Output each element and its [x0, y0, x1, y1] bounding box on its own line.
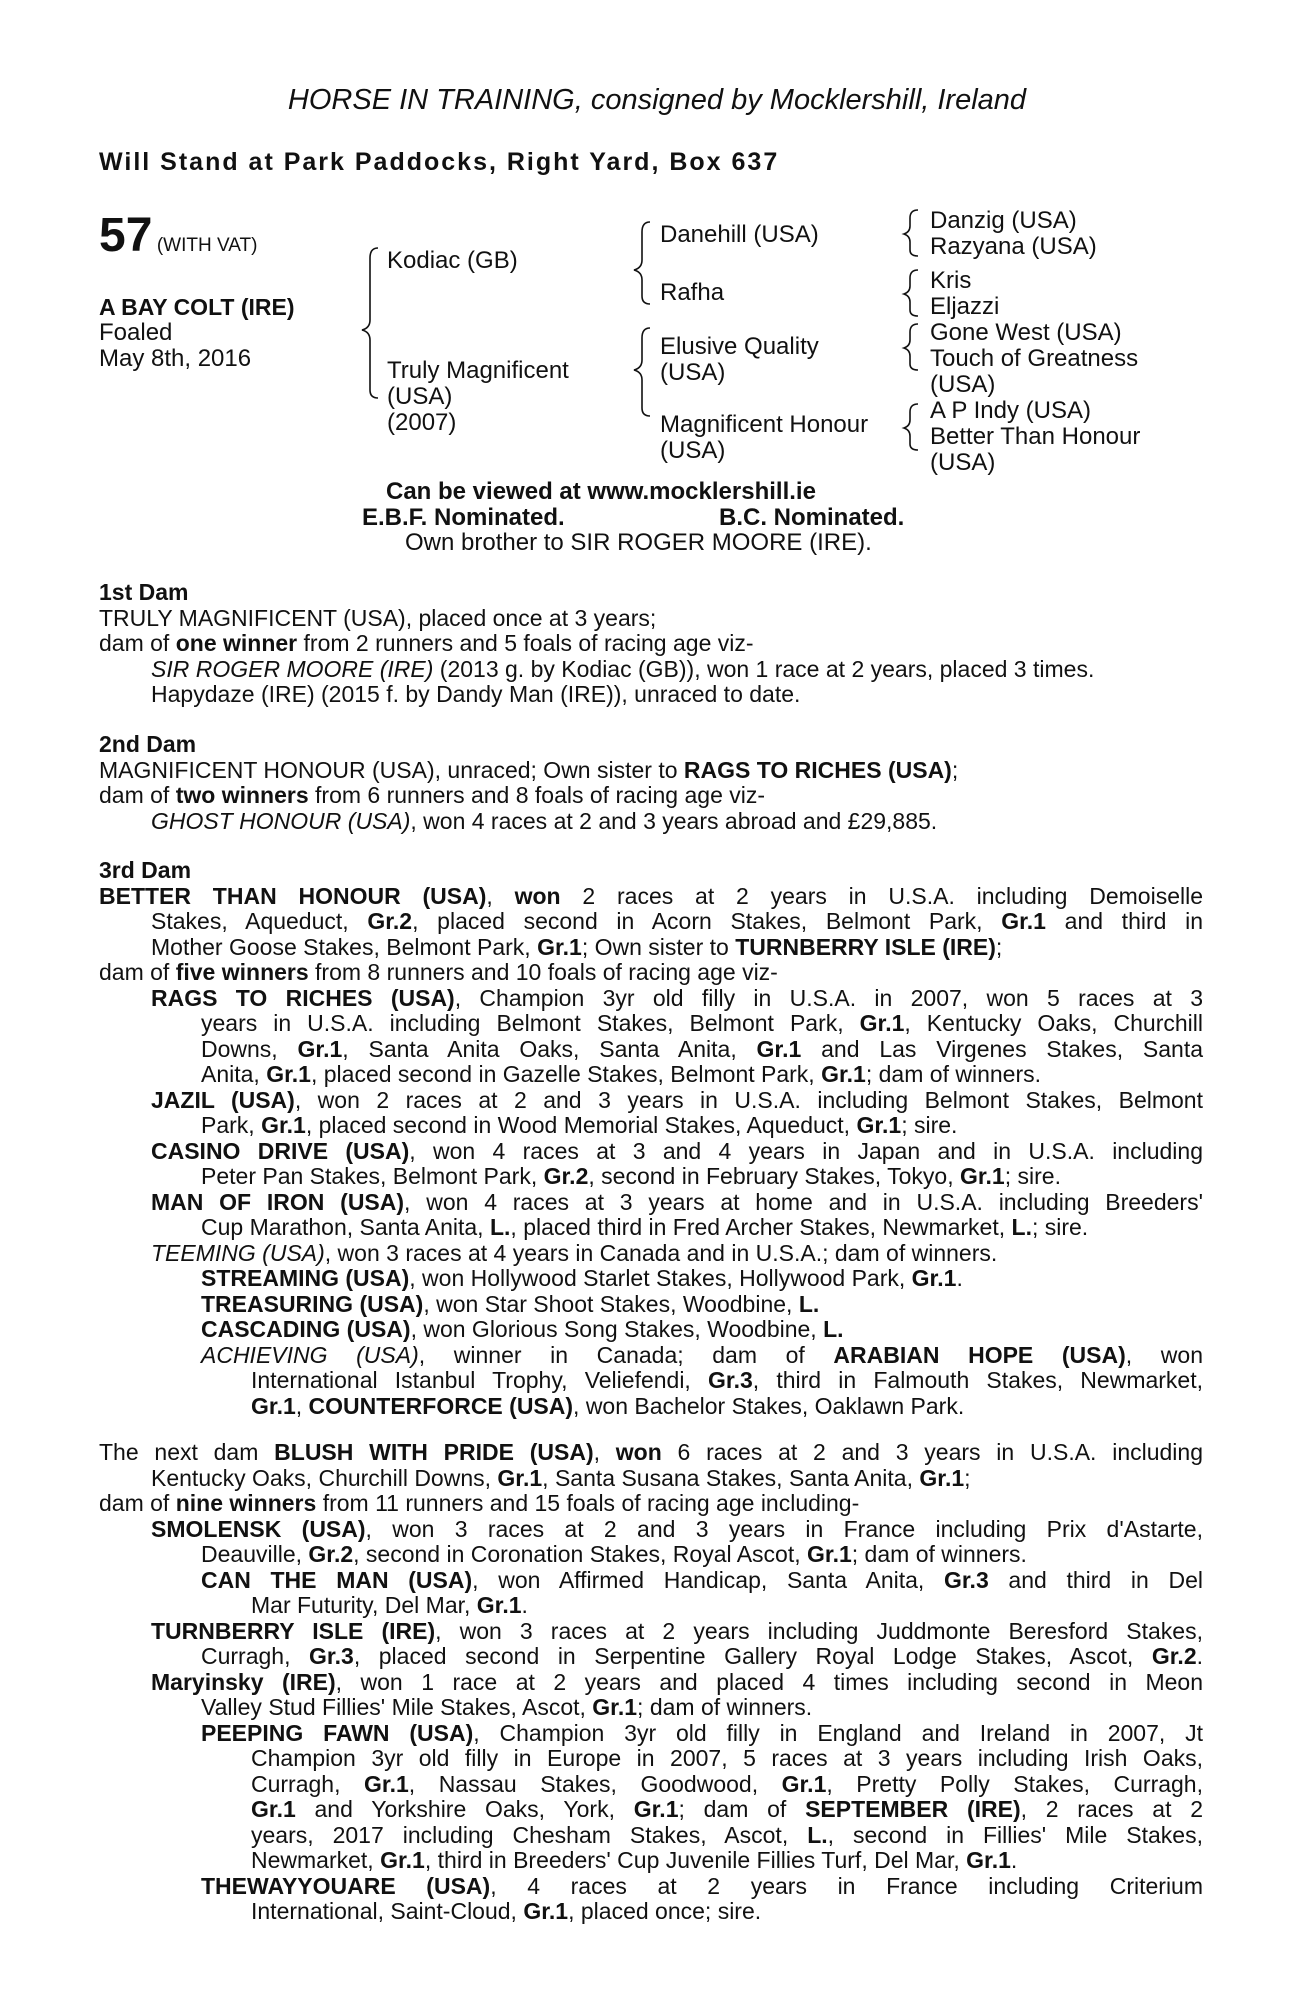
pedigree-braces [0, 0, 1314, 480]
foaled-date: May 8th, 2016 [99, 345, 252, 372]
casino-line-1: CASINO DRIVE (USA), won 4 races at 3 and 4 years in Japan and in U.S.A. including [151, 1137, 1203, 1164]
dam-sire-origin: (USA) [660, 359, 726, 386]
rags-line-4: Anita, Gr.1, placed second in Gazelle Stakes, Belmont Park, Gr.1; dam of winners. [201, 1061, 1041, 1087]
sire-dam: Rafha [660, 279, 725, 306]
sire-dam-dam: Eljazzi [930, 293, 1000, 320]
next-dam-line-2: Kentucky Oaks, Churchill Downs, Gr.1, Santa Susana Stakes, Santa Anita, Gr.1; [151, 1464, 971, 1491]
rags-line-2: years in U.S.A. including Belmont Stakes, Belmont Park, Gr.1, Kentucky Oaks, Churchill [201, 1010, 1203, 1036]
dam-origin: (USA) [387, 383, 453, 410]
maryinsky-line-1: Maryinsky (IRE), won 1 race at 2 years and placed 4 times including second in Meon [151, 1668, 1203, 1695]
sire-dam-sire: Kris [930, 267, 972, 294]
dam-dam-origin: (USA) [660, 437, 726, 464]
sire-sire: Danehill (USA) [660, 221, 819, 248]
second-dam-section [99, 732, 1203, 834]
thewayyouare-line-1: THEWAYYOUARE (USA), 4 races at 2 years in France including Criterium [201, 1872, 1203, 1899]
bth-line-3: Mother Goose Stakes, Belmont Park, Gr.1; Own sister to TURNBERRY ISLE (IRE); [151, 933, 1003, 960]
second-dam-line-1: MAGNIFICENT HONOUR (USA), unraced; Own sister to RAGS TO RICHES (USA); [99, 756, 959, 783]
treasuring-line: TREASURING (USA), won Star Shoot Stakes, Woodbine, L. [201, 1290, 820, 1317]
first-dam-section [99, 580, 1203, 708]
peeping-fawn-line-6: Newmarket, Gr.1, third in Breeders' Cup Juvenile Fillies Turf, Del Mar, Gr.1. [251, 1847, 1018, 1873]
bth-line-4: dam of five winners from 8 runners and 10 foals of racing age viz- [99, 959, 778, 985]
second-dam-line-2: dam of two winners from 6 runners and 8 foals of racing age viz- [99, 782, 766, 808]
lot-description: A BAY COLT (IRE) [99, 294, 295, 320]
achieving-line-1: ACHIEVING (USA), winner in Canada; dam of ARABIAN HOPE (USA), won [201, 1341, 1203, 1368]
smolensk-line-2: Deauville, Gr.2, second in Coronation Stakes, Royal Ascot, Gr.1; dam of winners. [201, 1541, 1027, 1567]
first-dam-progeny-1: SIR ROGER MOORE (IRE) (2013 g. by Kodiac (GB)), won 1 race at 2 years, placed 3 times. [151, 655, 1095, 682]
third-dam-section [99, 858, 1203, 1419]
achieving-line-3: Gr.1, COUNTERFORCE (USA), won Bachelor Stakes, Oaklawn Park. [251, 1392, 965, 1419]
sire-sire-sire: Danzig (USA) [930, 207, 1077, 234]
first-dam-line-2: dam of one winner from 2 runners and 5 foals of racing age viz- [99, 630, 754, 656]
next-dam-section [99, 1440, 1203, 1925]
dam-sire-name: Elusive Quality [660, 333, 819, 360]
dam-sire-dam-name: Touch of Greatness [930, 345, 1139, 372]
ebf-nomination: E.B.F. Nominated. [362, 504, 565, 531]
second-dam-heading: 2nd Dam [99, 731, 197, 757]
can-the-man-line-1: CAN THE MAN (USA), won Affirmed Handicap, Santa Anita, Gr.3 and third in Del [201, 1566, 1204, 1593]
second-dam-progeny-1: GHOST HONOUR (USA), won 4 races at 2 and 3 years abroad and £29,885. [151, 807, 938, 834]
peeping-fawn-line-3: Curragh, Gr.1, Nassau Stakes, Goodwood, Gr.1, Pretty Polly Stakes, Curragh, [251, 1770, 1203, 1797]
dam-sire-sire: Gone West (USA) [930, 319, 1122, 346]
bc-nomination: B.C. Nominated. [719, 504, 905, 531]
sire: Kodiac (GB) [387, 247, 518, 274]
achieving-line-2: International Istanbul Trophy, Veliefendi, Gr.3, third in Falmouth Stakes, Newmarket, [251, 1367, 1203, 1393]
dam-name: Truly Magnificent [387, 357, 569, 384]
first-dam-heading: 1st Dam [99, 579, 189, 605]
lot-number: 57 [99, 209, 153, 262]
dam-dam-sire: A P Indy (USA) [930, 397, 1091, 424]
streaming-line: STREAMING (USA), won Hollywood Starlet Stakes, Hollywood Park, Gr.1. [201, 1265, 963, 1291]
cascading-line: CASCADING (USA), won Glorious Song Stakes, Woodbine, L. [201, 1316, 844, 1342]
peeping-fawn-line-1: PEEPING FAWN (USA), Champion 3yr old filly in England and Ireland in 2007, Jt [201, 1719, 1203, 1746]
bth-line-2: Stakes, Aqueduct, Gr.2, placed second in Acorn Stakes, Belmont Park, Gr.1 and third in [151, 908, 1203, 934]
first-dam-progeny-2: Hapydaze (IRE) (2015 f. by Dandy Man (IRE)), unraced to date. [151, 681, 801, 707]
jazil-line-2: Park, Gr.1, placed second in Wood Memorial Stakes, Aqueduct, Gr.1; sire. [201, 1112, 958, 1138]
iron-line-2: Cup Marathon, Santa Anita, L., placed third in Fred Archer Stakes, Newmarket, L.; sire. [201, 1214, 1089, 1240]
vat-note: (WITH VAT) [156, 235, 258, 256]
peeping-fawn-line-4: Gr.1 and Yorkshire Oaks, York, Gr.1; dam of SEPTEMBER (IRE), 2 races at 2 [251, 1796, 1203, 1822]
bth-line-1: BETTER THAN HONOUR (USA), won 2 races at 2 years in U.S.A. including Demoiselle [99, 882, 1203, 909]
turnberry-line-2: Curragh, Gr.3, placed second in Serpentine Gallery Royal Lodge Stakes, Ascot, Gr.2. [201, 1643, 1204, 1669]
jazil-line-1: JAZIL (USA), won 2 races at 2 and 3 years in U.S.A. including Belmont Stakes, Belmont [151, 1086, 1203, 1113]
dam-dam-dam-origin: (USA) [930, 449, 996, 476]
turnberry-line-1: TURNBERRY ISLE (IRE), won 3 races at 2 years including Juddmonte Beresford Stakes, [151, 1617, 1203, 1644]
rags-line-3: Downs, Gr.1, Santa Anita Oaks, Santa Anita, Gr.1 and Las Virgenes Stakes, Santa [201, 1035, 1204, 1062]
foaled-label: Foaled [99, 319, 173, 346]
iron-line-1: MAN OF IRON (USA), won 4 races at 3 years at home and in U.S.A. including Breeders' [151, 1188, 1203, 1215]
third-dam-heading: 3rd Dam [99, 857, 192, 883]
viewing-note: Can be viewed at www.mocklershill.ie [386, 478, 816, 505]
peeping-fawn-line-2: Champion 3yr old filly in Europe in 2007, 5 races at 3 years including Irish Oaks, [251, 1745, 1203, 1771]
dam-sire-dam-origin: (USA) [930, 371, 996, 398]
catalogue-header: HORSE IN TRAINING, consigned by Mocklershill, Ireland [287, 84, 1027, 116]
thewayyouare-line-2: International, Saint-Cloud, Gr.1, placed once; sire. [251, 1898, 762, 1924]
casino-line-2: Peter Pan Stakes, Belmont Park, Gr.2, second in February Stakes, Tokyo, Gr.1; sire. [201, 1163, 1061, 1189]
can-the-man-line-2: Mar Futurity, Del Mar, Gr.1. [251, 1592, 528, 1618]
dam-year: (2007) [387, 409, 457, 436]
smolensk-line-1: SMOLENSK (USA), won 3 races at 2 and 3 years in France including Prix d'Astarte, [151, 1515, 1203, 1542]
next-dam-line-3: dam of nine winners from 11 runners and 15 foals of racing age including- [99, 1490, 860, 1516]
peeping-fawn-line-5: years, 2017 including Chesham Stakes, Ascot, L., second in Fillies' Mile Stakes, [251, 1821, 1203, 1848]
stand-location: Will Stand at Park Paddocks, Right Yard, Box 637 [99, 148, 780, 176]
dam-dam-dam-name: Better Than Honour [930, 423, 1141, 450]
teeming-line: TEEMING (USA), won 3 races at 4 years in Canada and in U.S.A.; dam of winners. [151, 1239, 998, 1266]
rags-line-1: RAGS TO RICHES (USA), Champion 3yr old filly in U.S.A. in 2007, won 5 races at 3 [151, 984, 1203, 1011]
next-dam-line-1: The next dam BLUSH WITH PRIDE (USA), won 6 races at 2 and 3 years in U.S.A. including [99, 1439, 1203, 1465]
dam-dam-name: Magnificent Honour [660, 411, 869, 438]
sire-sire-dam: Razyana (USA) [930, 233, 1097, 260]
own-brother-note: Own brother to SIR ROGER MOORE (IRE). [405, 529, 872, 556]
first-dam-line-1: TRULY MAGNIFICENT (USA), placed once at 3 years; [99, 604, 657, 631]
maryinsky-line-2: Valley Stud Fillies' Mile Stakes, Ascot, Gr.1; dam of winners. [201, 1694, 813, 1720]
